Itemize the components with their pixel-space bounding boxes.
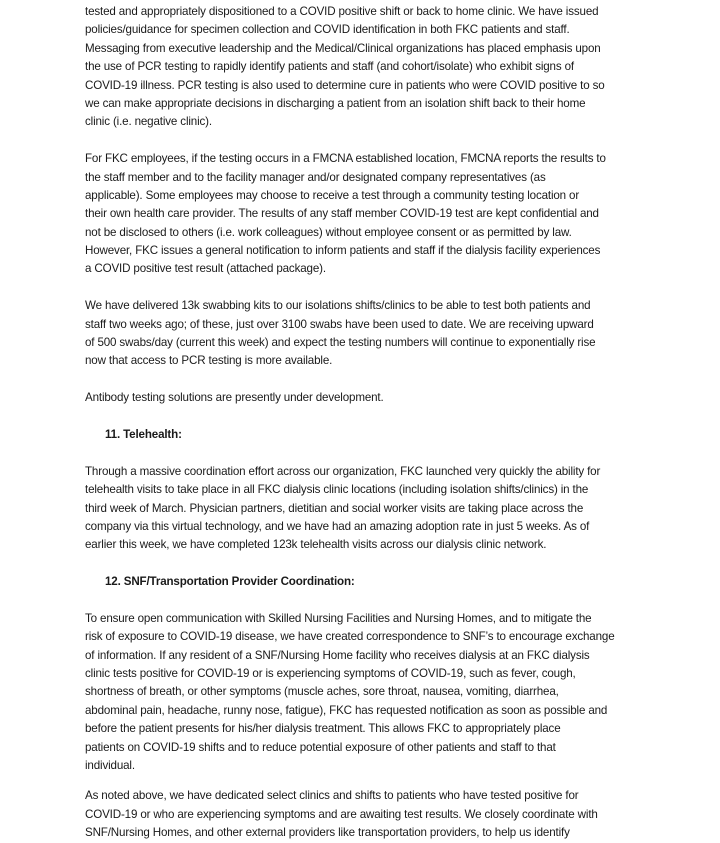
text-line: As noted above, we have dedicated select clinics and shifts to patients who have tested positive for	[85, 789, 579, 803]
text-line: staff two weeks ago; of these, just over 3100 swabs have been used to date. We are receiving upward	[85, 317, 594, 331]
text-line: We have delivered 13k swabbing kits to our isolations shifts/clinics to be able to test both patients and	[85, 299, 591, 313]
paragraph-spacer	[85, 592, 645, 610]
text-line: clinic (i.e. negative clinic).	[85, 115, 212, 129]
text-line: telehealth visits to take place in all FKC dialysis clinic locations (including isolation shifts/clinics) in the	[85, 483, 589, 497]
text-line: patients on COVID-19 shifts and to reduce potential exposure of other patients and staff to that	[85, 740, 556, 754]
text-line: COVID-19 or who are experiencing symptoms and are awaiting test results. We closely coordinate with	[85, 807, 598, 821]
text-line: For FKC employees, if the testing occurs in a FMCNA established location, FMCNA reports the results to	[85, 152, 606, 166]
text-line: of information. If any resident of a SNF/Nursing Home facility who receives dialysis at an FKC dialysis	[85, 648, 590, 662]
text-line: now that access to PCR testing is more available.	[85, 354, 333, 368]
text-line: of 500 swabs/day (current this week) and expect the testing numbers will continue to exponentially rise	[85, 336, 596, 350]
text-line: Antibody testing solutions are presently under development.	[85, 391, 384, 405]
section-heading-snf: 12. SNF/Transportation Provider Coordination:	[105, 575, 355, 589]
section-heading-telehealth: 11. Telehealth:	[105, 427, 182, 441]
text-line: SNF/Nursing Homes, and other external providers like transportation providers, to help us identify	[85, 826, 570, 840]
text-line: risk of exposure to COVID-19 disease, we have created correspondence to SNF’s to encourage exchange	[85, 630, 615, 644]
text-line: individual.	[85, 759, 135, 773]
text-line: applicable). Some employees may choose to receive a test through a community testing location or	[85, 188, 580, 202]
paragraph-spacer	[85, 371, 645, 389]
text-line: not be disclosed to others (i.e. work colleagues) without employee consent or as permitted by law.	[85, 225, 572, 239]
paragraph-spacer	[85, 775, 645, 787]
text-line: tested and appropriately dispositioned to a COVID positive shift or back to home clinic. We have issued	[85, 5, 599, 18]
paragraph-snf	[85, 610, 645, 776]
paragraph-telehealth	[85, 463, 645, 555]
text-line: clinic tests positive for COVID-19 or is experiencing symptoms of COVID-19, such as fever, cough,	[85, 667, 576, 681]
paragraph-testing-intro	[85, 3, 645, 132]
paragraph-employees	[85, 150, 645, 279]
paragraph-antibody	[85, 389, 645, 407]
text-line: However, FKC issues a general notification to inform patients and staff if the dialysis facility experiences	[85, 244, 601, 258]
text-line: company via this virtual technology, and we have had an amazing adoption rate in just 5 weeks. As of	[85, 519, 590, 533]
paragraph-spacer	[85, 408, 645, 426]
text-line: the staff member and to the facility manager and/or designated company representatives (as	[85, 170, 546, 184]
text-line: Messaging from executive leadership and the Medical/Clinical organizations has placed emphasis upon	[85, 41, 601, 55]
document-page	[85, 3, 645, 843]
paragraph-spacer	[85, 444, 645, 462]
text-line: COVID-19 illness. PCR testing is also used to determine cure in patients who were COVID positive to so	[85, 78, 605, 92]
text-line: To ensure open communication with Skilled Nursing Facilities and Nursing Homes, and to mitigate the	[85, 611, 592, 625]
text-line: we can make appropriate decisions in discharging a patient from an isolation shift back to their home	[85, 96, 586, 110]
text-line: abdominal pain, headache, runny nose, fatigue), FKC has requested notification as soon as possible and	[85, 703, 608, 717]
paragraph-spacer	[85, 279, 645, 297]
paragraph-swabbing	[85, 297, 645, 371]
text-line: shortness of breath, or other symptoms (muscle aches, sore throat, nausea, vomiting, diarrhea,	[85, 685, 559, 699]
text-line: their own health care provider. The results of any staff member COVID-19 test are kept confidential and	[85, 207, 599, 221]
text-line: a COVID positive test result (attached package).	[85, 262, 326, 276]
text-line: earlier this week, we have completed 123k telehealth visits across our dialysis clinic network.	[85, 538, 547, 552]
paragraph-spacer	[85, 132, 645, 150]
text-line: before the patient presents for his/her dialysis treatment. This allows FKC to appropriately place	[85, 722, 561, 736]
text-line: third week of March. Physician partners, dietitian and social worker visits are taking place across the	[85, 501, 584, 515]
text-line: Through a massive coordination effort across our organization, FKC launched very quickly the ability for	[85, 464, 601, 478]
text-line: policies/guidance for specimen collection and COVID identification in both FKC patients and staff.	[85, 23, 570, 37]
text-line: the use of PCR testing to rapidly identify patients and staff (and cohort/isolate) who exhibit signs of	[85, 60, 574, 74]
paragraph-spacer	[85, 555, 645, 573]
paragraph-dedicated	[85, 787, 645, 842]
